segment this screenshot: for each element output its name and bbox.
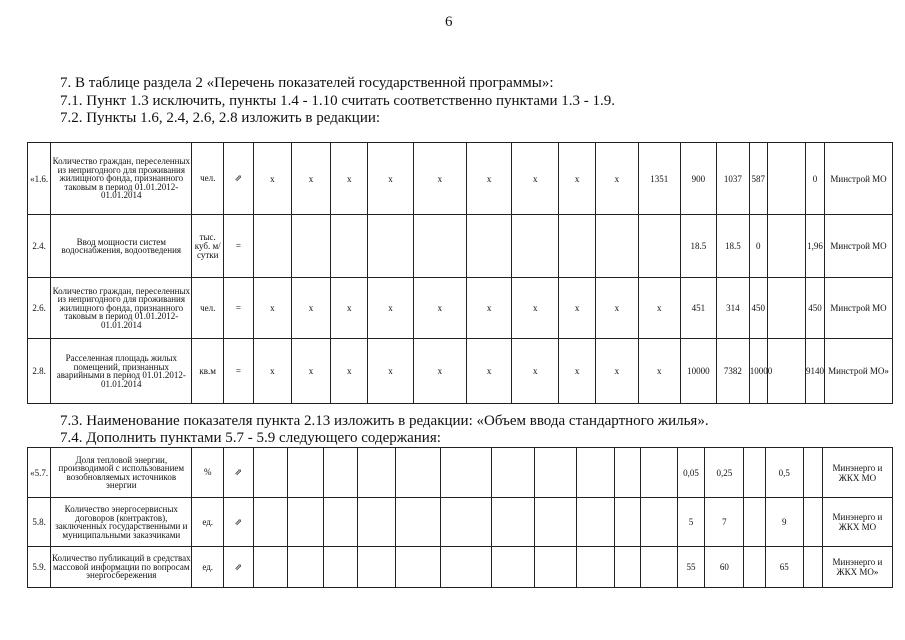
cell [559,215,596,278]
cell: x [512,143,559,215]
value-cell: x [638,339,680,404]
cell: x [466,339,512,404]
value-cell: 9140 [805,339,824,404]
cell [615,547,640,588]
cell [615,448,640,498]
unit: кв.м [192,339,224,404]
paragraph-7-2: 7.2. Пункты 1.6, 2.4, 2.6, 2.8 изложить в редакции: [60,110,381,126]
responsible: Минстрой МО [825,215,893,278]
cell [323,448,357,498]
table-row [28,547,893,588]
cell: x [368,143,414,215]
cell [368,215,414,278]
row-number: 2.6. [28,278,51,339]
cell: x [413,278,466,339]
cell [253,547,287,588]
table-row [28,143,893,215]
cell: x [596,143,638,215]
value-cell [767,143,805,215]
paragraph-7: 7. В таблице раздела 2 «Перечень показателей государственной программы»: [60,75,554,91]
cell [441,498,492,547]
value-cell: 1351 [638,143,680,215]
cell [640,498,677,547]
value-cell: 0,05 [677,448,705,498]
cell: x [331,143,368,215]
direction-icon: ⇗ [224,143,254,215]
row-number: 2.8. [28,339,51,404]
value-cell: 18.5 [680,215,716,278]
row-number: 5.9. [28,547,51,588]
value-cell [767,339,805,404]
indicators-table-2 [27,447,893,588]
direction-icon: = [224,339,254,404]
page-number: 6 [445,14,453,30]
cell: x [368,339,414,404]
cell [323,547,357,588]
cell [441,547,492,588]
cell [596,215,638,278]
unit: чел. [192,278,224,339]
value-cell: 451 [680,278,716,339]
value-cell: 10000 [680,339,716,404]
indicators-table-1 [27,142,893,404]
cell: x [413,339,466,404]
cell: x [596,339,638,404]
cell: x [291,143,330,215]
cell [577,498,615,547]
value-cell: 0,5 [765,448,803,498]
cell [395,448,441,498]
cell: x [253,143,291,215]
direction-icon: ⇗ [224,547,254,588]
direction-icon: ⇗ [224,498,254,547]
cell [357,448,395,498]
cell: x [291,278,330,339]
cell [331,215,368,278]
cell: x [596,278,638,339]
cell [492,498,534,547]
value-cell [744,547,765,588]
row-number: «1.6. [28,143,51,215]
unit: ед. [192,547,224,588]
paragraph-7-3: 7.3. Наименование показателя пункта 2.13 изложить в редакции: «Объем ввода стандартного жилья». [60,413,709,429]
cell [577,448,615,498]
responsible: Минэнерго и ЖКХ МО [822,448,892,498]
cell [287,547,323,588]
cell [287,498,323,547]
cell [323,498,357,547]
value-cell: 314 [716,278,749,339]
cell [640,448,677,498]
value-cell: 10000 [749,339,767,404]
value-cell: 60 [705,547,744,588]
value-cell [638,215,680,278]
value-cell: 900 [680,143,716,215]
cell [253,498,287,547]
cell: x [512,339,559,404]
cell [395,498,441,547]
value-cell: 450 [749,278,767,339]
value-cell: 1,96 [805,215,824,278]
cell [803,547,822,588]
paragraph-7-4: 7.4. Дополнить пунктами 5.7 - 5.9 следующего содержания: [60,430,441,446]
row-number: 2.4. [28,215,51,278]
cell [395,547,441,588]
table-row [28,339,893,404]
indicator-name: Расселенная площадь жилых помещений, признанных аварийными в период 01.01.2012-01.01.2014 [51,339,192,404]
responsible: Минстрой МО [825,278,893,339]
paragraph-7-1: 7.1. Пункт 1.3 исключить, пункты 1.4 - 1.10 считать соответственно пунктами 1.3 - 1.9. [60,93,616,109]
value-cell: 5 [677,498,705,547]
cell: x [559,339,596,404]
cell: x [466,278,512,339]
value-cell [767,215,805,278]
unit: чел. [192,143,224,215]
value-cell: 9 [765,498,803,547]
indicator-name: Количество граждан, переселенных из непригодного для проживания жилищного фонда, признанного таковым в период 01.01.2012-01.01.2014 [51,143,192,215]
value-cell: 0,25 [705,448,744,498]
cell: x [368,278,414,339]
cell [512,215,559,278]
cell [253,215,291,278]
value-cell: 7 [705,498,744,547]
responsible: Минстрой МО [825,143,893,215]
value-cell: 65 [765,547,803,588]
direction-icon: = [224,215,254,278]
table-row [28,278,893,339]
value-cell: 7382 [716,339,749,404]
cell [253,448,287,498]
responsible: Минэнерго и ЖКХ МО» [822,547,892,588]
cell: x [331,278,368,339]
value-cell: 55 [677,547,705,588]
cell [441,448,492,498]
table-row [28,448,893,498]
cell [534,498,576,547]
cell: x [466,143,512,215]
unit: тыс. куб. м/сутки [192,215,224,278]
cell [492,448,534,498]
cell [357,547,395,588]
cell [287,448,323,498]
cell: x [291,339,330,404]
unit: % [192,448,224,498]
cell [640,547,677,588]
cell [291,215,330,278]
value-cell: x [638,278,680,339]
unit: ед. [192,498,224,547]
value-cell [744,498,765,547]
value-cell: 450 [805,278,824,339]
row-number: 5.8. [28,498,51,547]
value-cell: 18.5 [716,215,749,278]
cell [534,547,576,588]
row-number: «5.7. [28,448,51,498]
cell [357,498,395,547]
value-cell [767,278,805,339]
table-row [28,498,893,547]
value-cell: 0 [749,215,767,278]
cell: x [512,278,559,339]
cell [803,448,822,498]
value-cell: 587 [749,143,767,215]
cell: x [559,143,596,215]
cell: x [253,278,291,339]
cell [492,547,534,588]
indicator-name: Количество граждан, переселенных из непригодного для проживания жилищного фонда, признанного таковым в период 01.01.2012-01.01.2014 [51,278,192,339]
responsible: Минэнерго и ЖКХ МО [822,498,892,547]
indicator-name: Ввод мощности систем водоснабжения, водоотведения [51,215,192,278]
cell [615,498,640,547]
direction-icon: = [224,278,254,339]
cell [803,498,822,547]
value-cell: 0 [805,143,824,215]
value-cell [744,448,765,498]
indicator-name: Доля тепловой энергии, производимой с использованием возобновляемых источников энергии [51,448,192,498]
responsible: Минстрой МО» [825,339,893,404]
cell [577,547,615,588]
cell [466,215,512,278]
cell [413,215,466,278]
indicator-name: Количество энергосервисных договоров (контрактов), заключенных государственными и муниципальными заказчиками [51,498,192,547]
indicator-name: Количество публикаций в средствах массовой информации по вопросам энергосбережения [51,547,192,588]
value-cell: 1037 [716,143,749,215]
cell: x [413,143,466,215]
cell: x [559,278,596,339]
direction-icon: ⇗ [224,448,254,498]
cell: x [253,339,291,404]
cell [534,448,576,498]
table-row [28,215,893,278]
cell: x [331,339,368,404]
